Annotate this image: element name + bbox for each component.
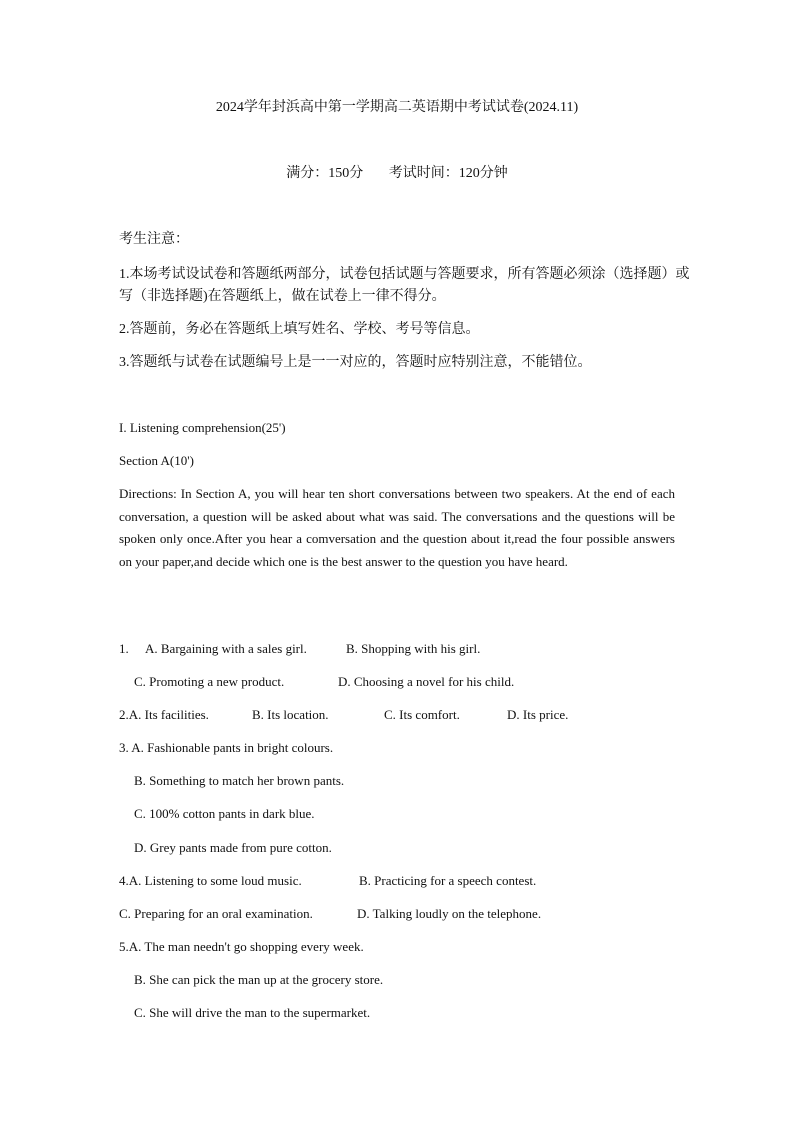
part-heading: I. Listening comprehension(25') [119, 420, 286, 435]
question-5-option-c: C. She will drive the man to the supermarket. [134, 1005, 371, 1020]
question-4-option-c: C. Preparing for an oral examination. [119, 906, 313, 921]
notice-item-2: 2.答题前，务必在答题纸上填写姓名、学校、考号等信息。 [119, 322, 480, 337]
notice-item-1: 1.本场考试设试卷和答题纸两部分，试卷包括试题与答题要求，所有答题必须涂（选择题）或写（非选择题)在答题纸上，做在试卷上一律不得分。 [119, 267, 690, 304]
question-1-option-b: B. Shopping with his girl. [346, 641, 481, 656]
question-1-number: 1. [119, 641, 129, 656]
question-3-option-d: D. Grey pants made from pure cotton. [134, 840, 332, 855]
question-2-option-b: B. Its location. [252, 707, 329, 722]
notice-item-3: 3.答题纸与试卷在试题编号上是一一对应的，答题时应特别注意，不能错位。 [119, 355, 592, 370]
question-5-option-a: 5.A. The man needn't go shopping every week. [119, 939, 364, 954]
question-4-option-b: B. Practicing for a speech contest. [359, 873, 537, 888]
full-score: 满分：150分 [286, 166, 364, 181]
question-4-option-d: D. Talking loudly on the telephone. [357, 906, 542, 921]
exam-meta [0, 165, 794, 183]
exam-title: 2024学年封浜高中第一学期高二英语期中考试试卷(2024.11) [215, 100, 579, 115]
question-3-option-a: 3. A. Fashionable pants in bright colours. [119, 740, 334, 755]
question-1-option-a: A. Bargaining with a sales girl. [145, 641, 307, 656]
notice-heading: 考生注意： [119, 232, 189, 247]
directions-paragraph: Directions: In Section A, you will hear ten short conversations between two speakers. At the end of each conversation, a question will be asked about what was said. The conversations and the questions will be spoken only once.After you hear a comversation and the question about it,read the four possible answers on your paper,and decide which one is the best answer to the question you have heard. [119, 486, 675, 570]
question-2-option-c: C. Its comfort. [384, 707, 460, 722]
question-1-option-c: C. Promoting a new product. [134, 674, 285, 689]
question-5-option-b: B. She can pick the man up at the grocery store. [134, 972, 384, 987]
question-3-option-b: B. Something to match her brown pants. [134, 773, 345, 788]
question-4-option-a: 4.A. Listening to some loud music. [119, 873, 302, 888]
question-3-option-c: C. 100% cotton pants in dark blue. [134, 806, 315, 821]
question-2-option-a: 2.A. Its facilities. [119, 707, 209, 722]
exam-time: 考试时间：120分钟 [388, 166, 508, 181]
section-heading: Section A(10') [119, 453, 194, 468]
question-2-option-d: D. Its price. [507, 707, 569, 722]
question-1-option-d: D. Choosing a novel for his child. [338, 674, 515, 689]
